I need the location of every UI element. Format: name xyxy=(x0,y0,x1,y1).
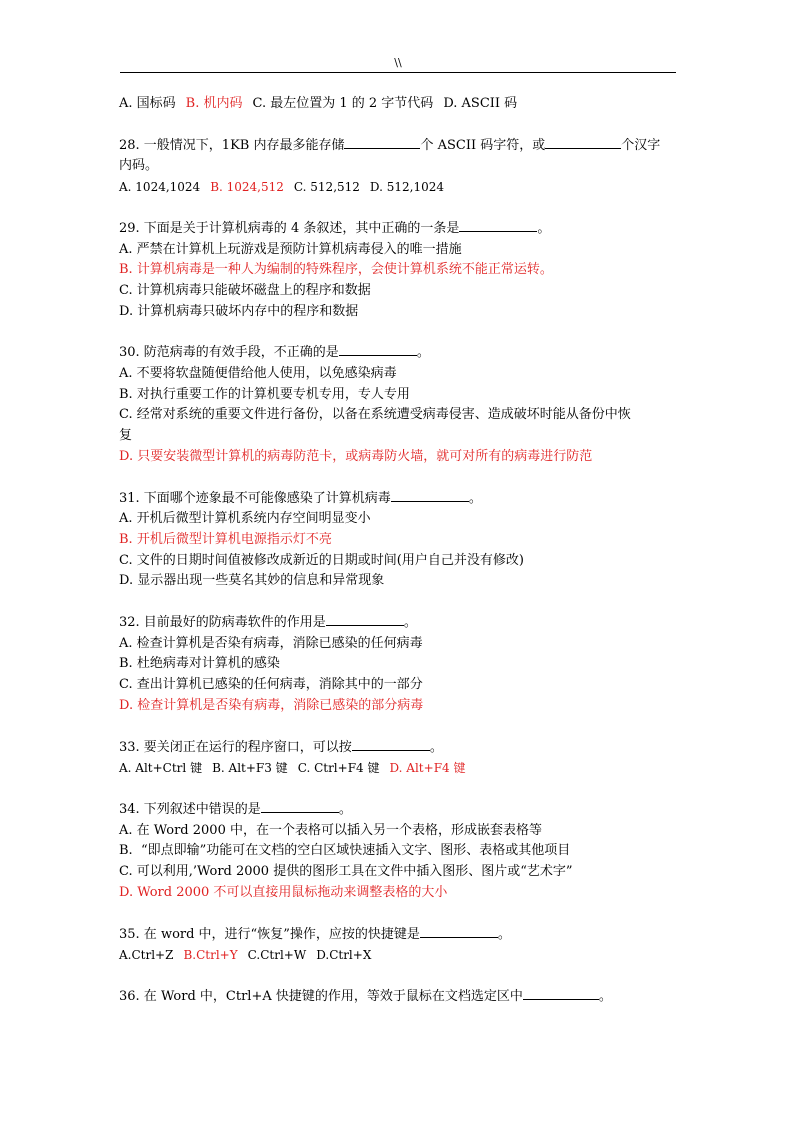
option-a: A. 检查计算机是否染有病毒，消除已感染的任何病毒 xyxy=(119,635,423,651)
question-stem xyxy=(119,136,679,157)
question-stem xyxy=(119,925,679,946)
option-a: A. 不要将软盘随便借给他人使用，以免感染病毒 xyxy=(119,366,397,382)
question-30 xyxy=(119,343,679,467)
option-c: C.Ctrl+W xyxy=(247,948,307,963)
option-c: C. 经常对系统的重要文件进行备份，以备在系统遭受病毒侵害、造成破坏时能从备份中恢 xyxy=(119,407,631,423)
option-b-answer: B. 开机后微型计算机电源指示灯不亮 xyxy=(119,531,332,547)
document-body xyxy=(119,94,679,1029)
options-row xyxy=(119,945,679,966)
option-b: B. “即点即输”功能可在文档的空白区域快速插入文字、图形、表格或其他项目 xyxy=(119,843,571,859)
option-d: D. 512,1024 xyxy=(369,180,445,195)
options-row xyxy=(119,758,679,779)
stem-text: 32. 目前最好的防病毒软件的作用是 xyxy=(119,615,326,631)
question-stem xyxy=(119,343,679,364)
options-row xyxy=(119,94,679,115)
question-stem xyxy=(119,613,679,634)
option-a: A. 开机后微型计算机系统内存空间明显变小 xyxy=(119,511,371,527)
header-mark: \\ xyxy=(394,56,402,69)
question-stem xyxy=(119,738,679,759)
option-b: B. Alt+F3 键 xyxy=(212,761,288,776)
option-c-cont: 复 xyxy=(119,428,133,444)
stem-end: 。 xyxy=(416,345,430,361)
option-c: C. 文件的日期时间值被修改成新近的日期或时间(用户自己并没有修改) xyxy=(119,552,524,568)
page-header xyxy=(120,56,676,73)
option-b-answer: B.Ctrl+Y xyxy=(183,948,238,963)
stem-text: 30. 防范病毒的有效手段，不正确的是 xyxy=(119,345,339,361)
question-35 xyxy=(119,925,679,966)
question-27 xyxy=(119,94,679,115)
option-b: B. 杜绝病毒对计算机的感染 xyxy=(119,656,280,672)
answer-blank xyxy=(523,987,599,1000)
question-stem-cont: 内码。 xyxy=(119,158,159,174)
question-32 xyxy=(119,613,679,717)
option-c: C. 可以利用,’Word 2000 提供的图形工具在文件中插入图形、图片或“艺术字” xyxy=(119,864,573,880)
stem-end: 。 xyxy=(403,615,417,631)
option-a: A. 在 Word 2000 中，在一个表格可以插入另一个表格，形成嵌套表格等 xyxy=(119,822,542,838)
option-d-answer: D. Word 2000 不可以直接用鼠标拖动来调整表格的大小 xyxy=(119,884,448,900)
question-33 xyxy=(119,738,679,779)
question-34 xyxy=(119,800,679,904)
answer-blank xyxy=(459,219,537,232)
question-36 xyxy=(119,987,679,1008)
option-c: C. 查出计算机已感染的任何病毒，消除其中的一部分 xyxy=(119,677,423,693)
question-stem xyxy=(119,800,679,821)
question-stem xyxy=(119,219,679,240)
option-b-answer: B. 1024,512 xyxy=(210,180,284,195)
answer-blank xyxy=(545,136,621,149)
option-b: B. 对执行重要工作的计算机要专机专用，专人专用 xyxy=(119,386,410,402)
option-a: A. 国标码 xyxy=(119,96,176,111)
stem-text: 33. 要关闭正在运行的程序窗口，可以按 xyxy=(119,739,352,755)
option-d: D. 显示器出现一些莫名其妙的信息和异常现象 xyxy=(119,573,385,589)
option-c: C. 最左位置为 1 的 2 字节代码 xyxy=(252,96,434,111)
option-b-answer: B. 计算机病毒是一种人为编制的特殊程序，会使计算机系统不能正常运转。 xyxy=(119,262,553,278)
answer-blank xyxy=(261,800,339,813)
question-31 xyxy=(119,489,679,593)
option-a: A. Alt+Ctrl 键 xyxy=(119,761,203,776)
stem-end: 。 xyxy=(429,739,443,755)
stem-end: 。 xyxy=(598,988,612,1004)
stem-text: 36. 在 Word 中，Ctrl+A 快捷键的作用，等效于鼠标在文档选定区中 xyxy=(119,988,523,1004)
stem-text: 31. 下面哪个迹象最不可能像感染了计算机病毒 xyxy=(119,490,391,506)
option-a: A. 1024,1024 xyxy=(119,180,201,195)
option-a: A. 严禁在计算机上玩游戏是预防计算机病毒侵入的唯一措施 xyxy=(119,241,462,257)
stem-text: 个 ASCII 码字符，或 xyxy=(420,137,546,153)
answer-blank xyxy=(326,613,404,626)
option-d-answer: D. Alt+F4 键 xyxy=(389,761,466,776)
option-b-answer: B. 机内码 xyxy=(185,96,243,111)
answer-blank xyxy=(352,738,430,751)
stem-text: 35. 在 word 中，进行“恢复”操作，应按的快捷键是 xyxy=(119,926,420,942)
option-d-answer: D. 检查计算机是否染有病毒，消除已感染的部分病毒 xyxy=(119,697,424,713)
option-c: C. Ctrl+F4 键 xyxy=(297,761,380,776)
question-28 xyxy=(119,136,679,198)
option-c: C. 512,512 xyxy=(293,180,360,195)
stem-end: 。 xyxy=(537,220,551,236)
option-c: C. 计算机病毒只能破坏磁盘上的程序和数据 xyxy=(119,282,371,298)
stem-end: 。 xyxy=(468,490,482,506)
stem-text: 29. 下面是关于计算机病毒的 4 条叙述，其中正确的一条是 xyxy=(119,220,460,236)
option-d-answer: D. 只要安装微型计算机的病毒防范卡，或病毒防火墙，就可对所有的病毒进行防范 xyxy=(119,448,593,464)
option-d: D. ASCII 码 xyxy=(443,96,518,111)
stem-end: 。 xyxy=(497,926,511,942)
stem-text: 34. 下列叙述中错误的是 xyxy=(119,801,261,817)
options-row xyxy=(119,177,679,198)
answer-blank xyxy=(344,136,420,149)
stem-text: 28. 一般情况下，1KB 内存最多能存储 xyxy=(119,137,345,153)
option-a: A.Ctrl+Z xyxy=(119,948,174,963)
stem-text: 个汉字 xyxy=(621,137,661,153)
stem-end: 。 xyxy=(338,801,352,817)
question-29 xyxy=(119,219,679,323)
option-d: D. 计算机病毒只破坏内存中的程序和数据 xyxy=(119,303,359,319)
question-stem xyxy=(119,987,679,1008)
answer-blank xyxy=(391,489,469,502)
option-d: D.Ctrl+X xyxy=(316,948,372,963)
question-stem xyxy=(119,489,679,510)
answer-blank xyxy=(339,343,417,356)
answer-blank xyxy=(420,925,498,938)
